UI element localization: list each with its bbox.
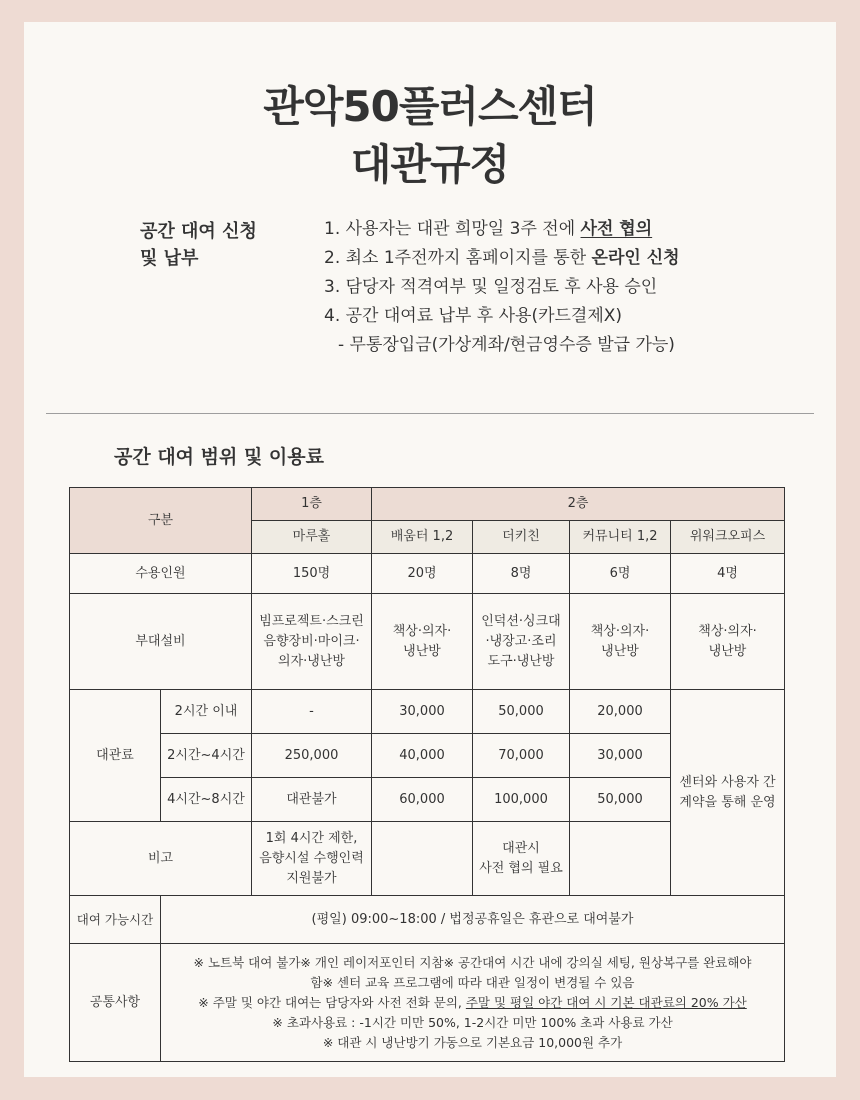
fee-value: 40,000: [372, 734, 473, 778]
room-wework-office: 위워크오피스: [671, 521, 785, 554]
application-label-line-2: 및 납부: [140, 248, 199, 269]
capacity-value: 8명: [473, 554, 570, 594]
step-1-emphasis: 사전 협의: [580, 219, 653, 239]
fee-value: 30,000: [570, 734, 671, 778]
fee-value: 50,000: [473, 690, 570, 734]
capacity-value: 20명: [372, 554, 473, 594]
remarks-label: 비고: [70, 822, 252, 896]
step-2: 2. 최소 1주전까지 홈페이지를 통한 온라인 신청: [324, 248, 680, 268]
fee-value: 20,000: [570, 690, 671, 734]
application-label-line-1: 공간 대여 신청: [140, 221, 257, 242]
facilities-baeumteo: 책상·의자· 냉난방: [372, 594, 473, 690]
facilities-kitchen: 인덕션·싱크대 ·냉장고·조리 도구·냉난방: [473, 594, 570, 690]
fee-label: 대관료: [70, 690, 161, 822]
header-floor-1: 1층: [252, 488, 372, 521]
remarks-maru: 1회 4시간 제한, 음향시설 수행인력 지원불가: [252, 822, 372, 896]
remarks-kitchen: 대관시 사전 협의 필요: [473, 822, 570, 896]
title-line-2: 대관규정: [350, 140, 510, 189]
step-3: 3. 담당자 적격여부 및 일정검토 후 사용 승인: [324, 277, 658, 297]
wework-fee-note: 센터와 사용자 간 계약을 통해 운영: [671, 690, 785, 896]
step-4-sub: - 무통장입금(가상계좌/현금영수증 발급 가능): [338, 335, 675, 355]
fee-value: 70,000: [473, 734, 570, 778]
fee-value: 60,000: [372, 778, 473, 822]
facilities-maru: 빔프로젝트·스크린 음향장비·마이크· 의자·냉난방: [252, 594, 372, 690]
header-category: 구분: [70, 488, 252, 554]
common-notes: ※ 노트북 대여 불가※ 개인 레이저포인터 지참※ 공간대여 시간 내에 강의실 세팅, 원상복구를 완료해야 함※ 센터 교육 프로그램에 따라 대관 일정이 변경될 수 있음 ※ 주말 및 야간 대여는 담당자와 사전 전화 문의, 주말 및 평일 야간 대여 시 기본 대관료의 20% 가산 ※ 초과사용료 : -1시간 미만 50%, 1-2시간 미만 100% 초과 사용료 가산 ※ 대관 시 냉난방기 가동으로 기본요금 10,000원 추가: [161, 944, 785, 1062]
rental-fee-table: [69, 487, 785, 1062]
application-label: [140, 218, 257, 272]
fee-value: -: [252, 690, 372, 734]
room-the-kitchen: 더키친: [473, 521, 570, 554]
hours-value: (평일) 09:00~18:00 / 법정공휴일은 휴관으로 대여불가: [161, 896, 785, 944]
application-steps: [324, 215, 680, 360]
remarks-community: [570, 822, 671, 896]
fee-duration: 4시간~8시간: [161, 778, 252, 822]
facilities-community: 책상·의자· 냉난방: [570, 594, 671, 690]
section-title: 공간 대여 범위 및 이용료: [114, 446, 324, 468]
room-maru-hall: 마루홀: [252, 521, 372, 554]
fee-duration: 2시간~4시간: [161, 734, 252, 778]
title-line-1: 관악50플러스센터: [263, 82, 597, 131]
remarks-baeumteo: [372, 822, 473, 896]
room-baeumteo: 배움터 1,2: [372, 521, 473, 554]
step-1: 1. 사용자는 대관 희망일 3주 전에 사전 협의: [324, 219, 653, 239]
capacity-value: 6명: [570, 554, 671, 594]
fee-duration: 2시간 이내: [161, 690, 252, 734]
capacity-value: 4명: [671, 554, 785, 594]
capacity-value: 150명: [252, 554, 372, 594]
fee-value: 100,000: [473, 778, 570, 822]
facilities-label: 부대설비: [70, 594, 252, 690]
fee-value: 30,000: [372, 690, 473, 734]
fee-value: 250,000: [252, 734, 372, 778]
fee-value: 대관불가: [252, 778, 372, 822]
regulation-card: [24, 22, 836, 1077]
step-2-emphasis: 온라인 신청: [591, 248, 680, 268]
room-community: 커뮤니티 1,2: [570, 521, 671, 554]
hours-label: 대여 가능시간: [70, 896, 161, 944]
fee-value: 50,000: [570, 778, 671, 822]
capacity-label: 수용인원: [70, 554, 252, 594]
section-divider: [46, 413, 814, 414]
common-label: 공통사항: [70, 944, 161, 1062]
page-title: [24, 78, 836, 194]
facilities-wework: 책상·의자· 냉난방: [671, 594, 785, 690]
header-floor-2: 2층: [372, 488, 785, 521]
step-4: 4. 공간 대여료 납부 후 사용(카드결제X): [324, 306, 623, 326]
